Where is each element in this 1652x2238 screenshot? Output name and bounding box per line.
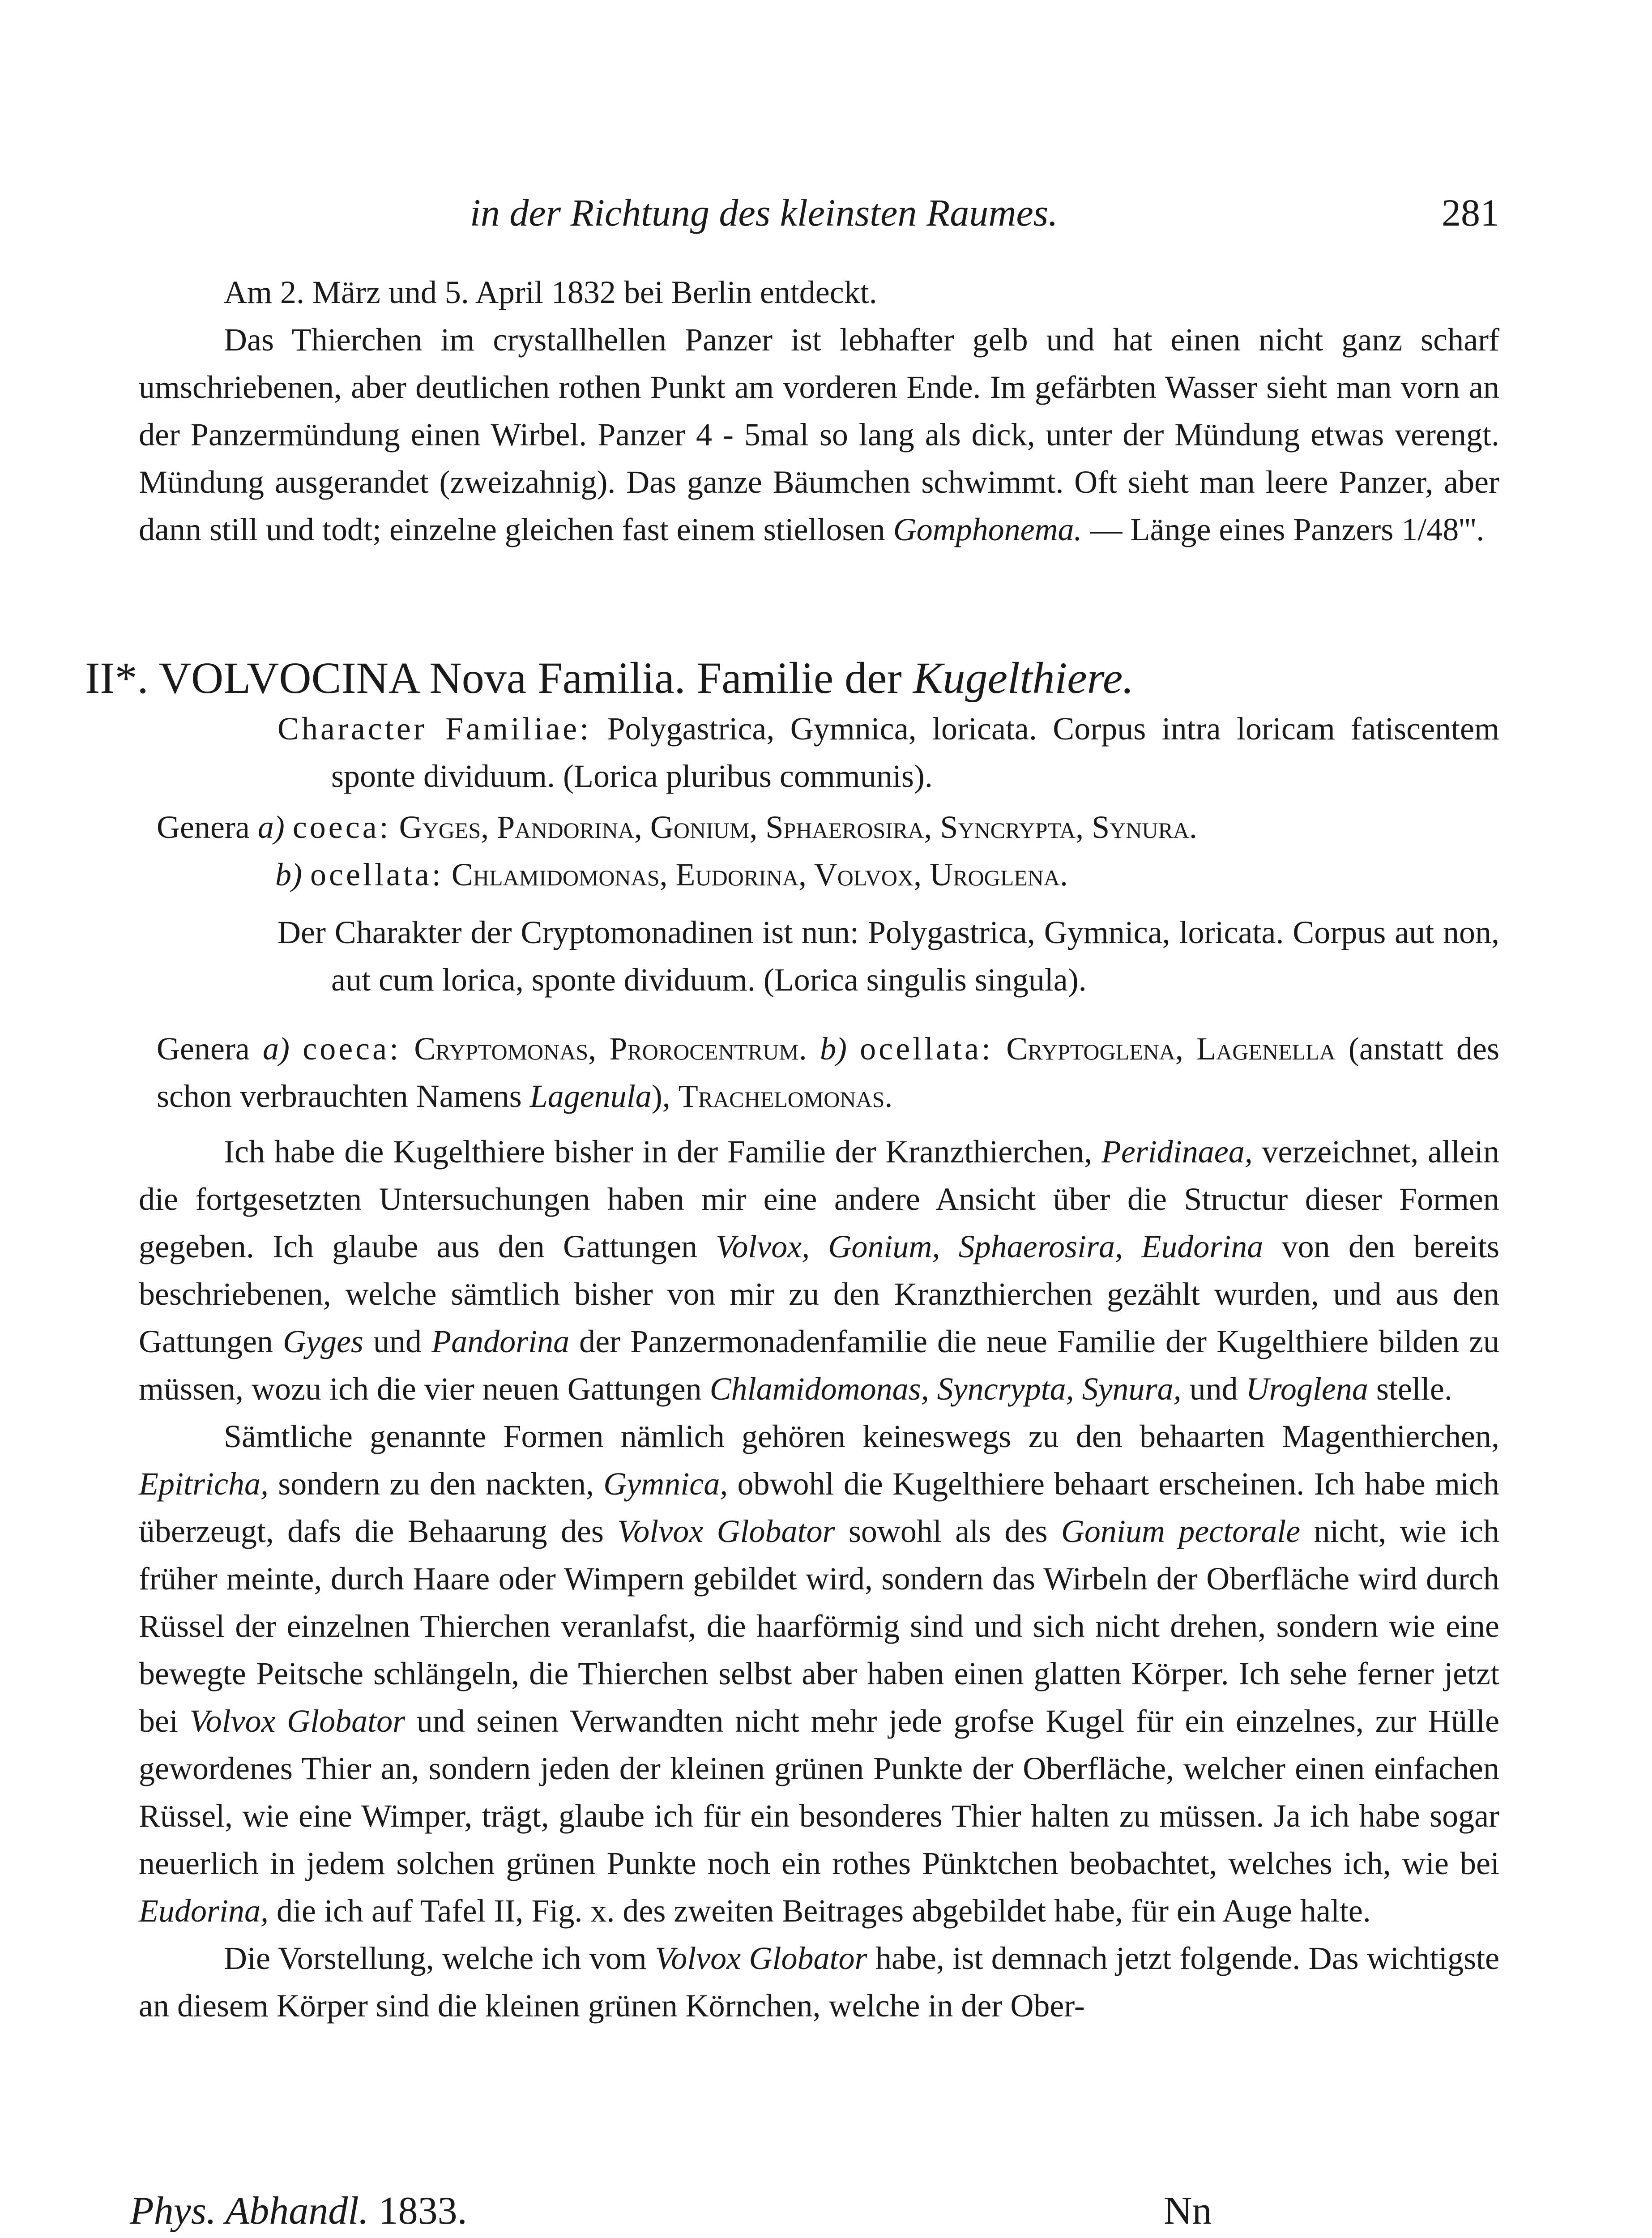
family-character	[277, 705, 1499, 800]
specimen-paragraph: Das Thierchen im crystallhellen Panzer ist lebhafter gelb und hat einen nicht ganz scharf umschriebenen, aber deutlichen rothen Punkt am vorderen Ende. Im gefärbten Wasser sieht man vorn an der Panzermündung einen Wirbel. Panzer 4 - 5mal so lang als dick, unter der Mündung etwas verengt. Mündung ausgerandet (zweizahnig). Das ganze Bäumchen schwimmt. Oft sieht man leere Panzer, aber dann still und todt; einzelne gleichen fast einem stiellosen Gomphonema. — Länge eines Panzers 1/48'''.	[139, 322, 1499, 547]
journal-year: 1833.	[378, 2189, 467, 2233]
heading-family-name: VOLVOCINA	[158, 653, 418, 703]
genera-line-a: Genera a) coeca: Gyges, Pandorina, Gonium, Sphaerosira, Syncrypta, Synura.	[157, 809, 1197, 845]
genera-crypto-text: Genera a) coeca: Cryptomonas, Prorocentrum. b) ocellata: Cryptoglena, Lagenella (anstatt des schon verbrauchten Namens Lagenula), Trachelomonas.	[157, 1031, 1500, 1114]
genera-names: Gyges, Pandorina, Gonium, Sphaerosira, Syncrypta, Synura.	[399, 809, 1197, 845]
length-value: 1/48'''.	[1401, 512, 1485, 547]
genera-line-b: b) ocellata: Chlamidomonas, Eudorina, Volvox, Uroglena.	[275, 857, 1068, 893]
crypto-text: Der Charakter der Cryptomonadinen ist nun: Polygastrica, Gymnica, loricata. Corpus aut non, aut cum lorica, sponte dividuum. (Lorica singulis singula).	[277, 914, 1499, 998]
paragraph-2: Sämtliche genannte Formen nämlich gehören keineswegs zu den behaarten Magenthierchen, Epitricha, sondern zu den nackten, Gymnica, obwohl die Kugelthiere behaart erscheinen. Ich habe mich überzeugt, dafs die Behaarung des Volvox Globator sowohl als des Gonium pectorale nicht, wie ich früher meinte, durch Haare oder Wimpern gebildet wird, sondern das Wirbeln der Oberfläche wird durch Rüssel der einzelnen Thierchen veranlafst, die haarförmig sind und sich nicht drehen, sondern wie eine bewegte Peitsche schlängeln, die Thierchen selbst aber haben einen glatten Körper. Ich sehe ferner jetzt bei Volvox Globator und seinen Verwandten nicht mehr jede grofse Kugel für ein einzelnes, zur Hülle gewordenes Thier an, sondern jeden der kleinen grünen Punkte der Oberfläche, welcher einen einfachen Rüssel, wie eine Wimper, trägt, glaube ich für ein besonderes Thier halten zu müssen. Ja ich habe sogar neuerlich in jedem solchen grünen Punkte noch ein rothes Pünktchen beobachtet, welches ich, wie bei Eudorina, die ich auf Tafel II, Fig. x. des zweiten Beitrages abgebildet habe, für ein Auge halte.	[139, 1418, 1500, 1929]
heading-nova: Nova Familia.	[429, 653, 686, 703]
discovery-line: Am 2. März und 5. April 1832 bei Berlin entdeckt.	[224, 274, 877, 310]
heading-german-name: Kugelthiere.	[913, 653, 1134, 703]
genus-name: Gomphonema.	[893, 512, 1082, 547]
body-text	[139, 1128, 1499, 2029]
page-footer	[130, 2184, 1249, 2238]
genera-list-crypto	[157, 1025, 1499, 1120]
heading-familie: Familie der	[696, 653, 902, 703]
character-text: Character Familiae: Polygastrica, Gymnica, loricata. Corpus intra loricam fatiscentem sponte dividuum. (Lorica pluribus communis).	[277, 711, 1500, 794]
paragraph-1: Ich habe die Kugelthiere bisher in der Familie der Kranzthierchen, Peridinaea, verzeichnet, allein die fortgesetzten Untersuchungen haben mir eine andere Ansicht über die Structur dieser Formen gegeben. Ich glaube aus den Gattungen Volvox, Gonium, Sphaerosira, Eudorina von den bereits beschriebenen, welche sämtlich bisher von mir zu den Kranzthierchen gezählt wurden, und aus den Gattungen Gyges und Pandorina der Panzermonadenfamilie die neue Familie der Kugelthiere bilden zu müssen, wozu ich die vier neuen Gattungen Chlamidomonas, Syncrypta, Synura, und Uroglena stelle.	[139, 1134, 1500, 1407]
cryptomonadinen-character	[277, 909, 1499, 1004]
journal-source: Phys. Abhandl.	[130, 2189, 369, 2233]
family-heading	[85, 649, 1134, 707]
genera-names: Chlamidomonas, Eudorina, Volvox, Uroglena.	[451, 857, 1068, 893]
page-number: 281	[1442, 191, 1499, 234]
signature-mark: Nn	[1164, 2189, 1212, 2233]
running-title: in der Richtung des kleinsten Raumes.	[470, 191, 1058, 234]
paragraph-3: Die Vorstellung, welche ich vom Volvox Globator habe, ist demnach jetzt folgende. Das wichtigste an diesem Körper sind die kleinen grünen Körnchen, welche in der Ober-	[139, 1940, 1499, 2024]
specimen-description	[139, 269, 1499, 553]
running-header	[139, 186, 1499, 239]
genera-list-volvocina	[157, 803, 1499, 898]
heading-number: II*.	[85, 653, 149, 703]
